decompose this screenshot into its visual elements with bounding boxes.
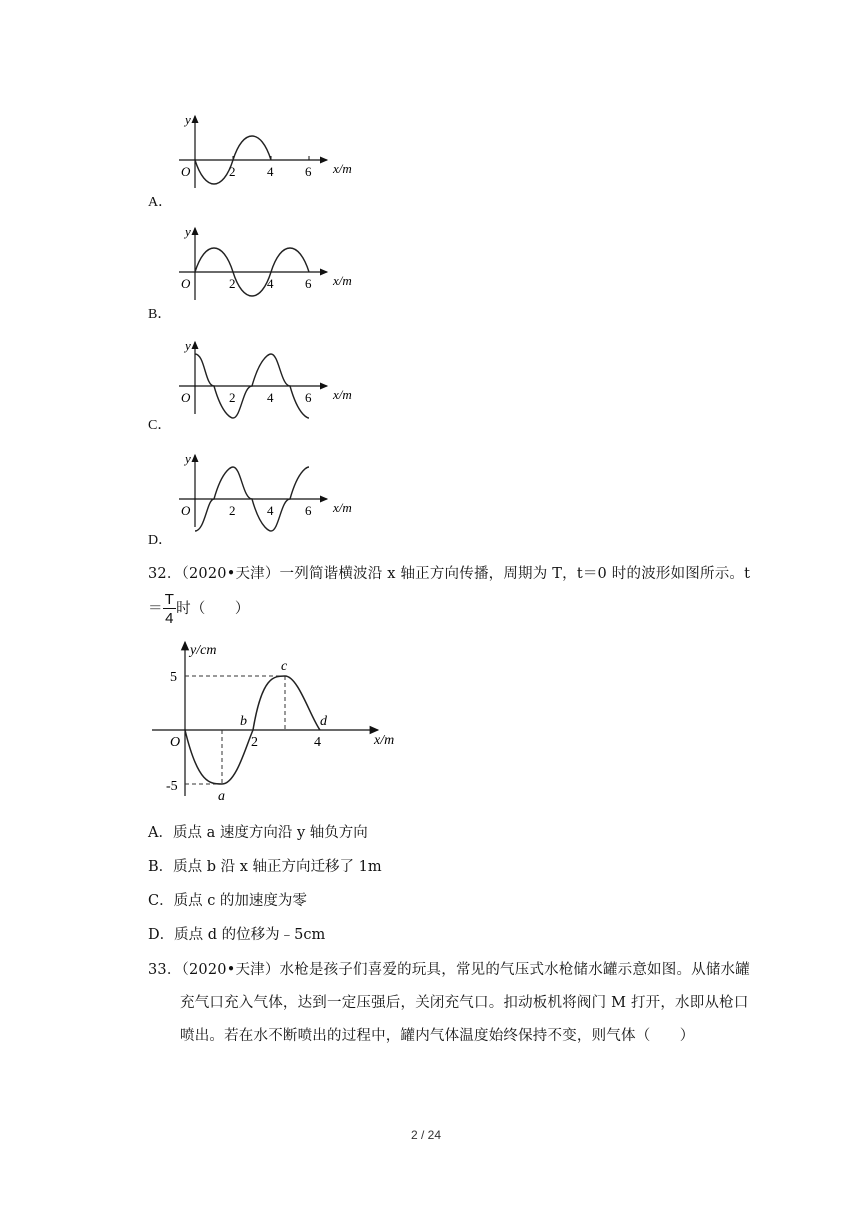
q32-choice-d: D．质点 d 的位移为﹣5cm [148,927,326,943]
tick-2: 2 [229,164,236,179]
x-axis-label: x/m [333,387,352,402]
q32-y5-label: 5 [170,670,177,685]
q33-stem-line3: 喷出。若在水不断喷出的过程中，罐内气体温度始终保持不变，则气体（ ） [180,1028,695,1044]
q32-point-d: d [320,714,327,729]
y-axis-label: y [185,338,191,353]
q32-frac-den: 4 [165,610,174,627]
q32-wave-graph [150,636,410,806]
q32-choice-a: A．质点 a 速度方向沿 y 轴负方向 [148,825,368,841]
q32-equals: ＝ [148,601,163,617]
origin-label: O [181,164,191,179]
tick-6: 6 [305,164,312,179]
tick-2: 2 [229,276,236,291]
q32-y-axis-label: y/cm [190,643,217,658]
option-c-label: C． [148,418,172,433]
tick-4: 4 [267,503,274,518]
tick-4: 4 [267,276,274,291]
q32-fraction [163,592,176,626]
option-b-graph [175,222,375,307]
q32-point-a: a [218,789,225,804]
q32-origin-label: O [170,735,181,750]
q32-tail: 时（ ） [176,601,250,617]
tick-2: 2 [229,390,236,405]
q32-tick-4: 4 [314,735,321,750]
q32-frac-num: T [164,591,175,608]
origin-label: O [181,276,191,291]
tick-2: 2 [229,503,236,518]
q32-choice-c: C．质点 c 的加速度为零 [148,893,307,909]
q32-x-axis-label: x/m [374,733,395,748]
q32-point-b: b [240,714,247,729]
q32-stem-line2 [148,592,250,626]
y-axis-label: y [185,112,191,127]
tick-6: 6 [305,390,312,405]
q32-yneg5-label: -5 [166,779,178,794]
tick-6: 6 [305,276,312,291]
q32-tick-2: 2 [251,735,258,750]
page-number: 2 / 24 [411,1128,442,1142]
origin-label: O [181,390,191,405]
option-d-label: D． [148,533,173,548]
q33-stem-line1: 33．（2020•天津）水枪是孩子们喜爱的玩具，常见的气压式水枪储水罐示意如图。从储水罐 [148,962,750,978]
option-d-graph [175,449,375,534]
x-axis-label: x/m [333,161,352,176]
option-a-label: A． [148,195,173,210]
y-axis-label: y [185,451,191,466]
q33-stem-line2: 充气口充入气体，达到一定压强后，关闭充气口。扣动板机将阀门 M 打开，水即从枪口 [180,995,749,1011]
q32-point-c: c [281,659,288,674]
x-axis-label: x/m [333,500,352,515]
tick-4: 4 [267,390,274,405]
origin-label: O [181,503,191,518]
x-axis-label: x/m [333,273,352,288]
option-a-graph [175,110,375,195]
option-b-label: B． [148,307,172,322]
y-axis-label: y [185,224,191,239]
option-c-graph [175,336,375,421]
q32-choice-b: B．质点 b 沿 x 轴正方向迁移了 1m [148,859,382,875]
q32-stem-line1: 32．（2020•天津）一列简谐横波沿 x 轴正方向传播，周期为 T，t＝0 时的波形如图所示。t [148,566,751,582]
tick-4: 4 [267,164,274,179]
tick-6: 6 [305,503,312,518]
